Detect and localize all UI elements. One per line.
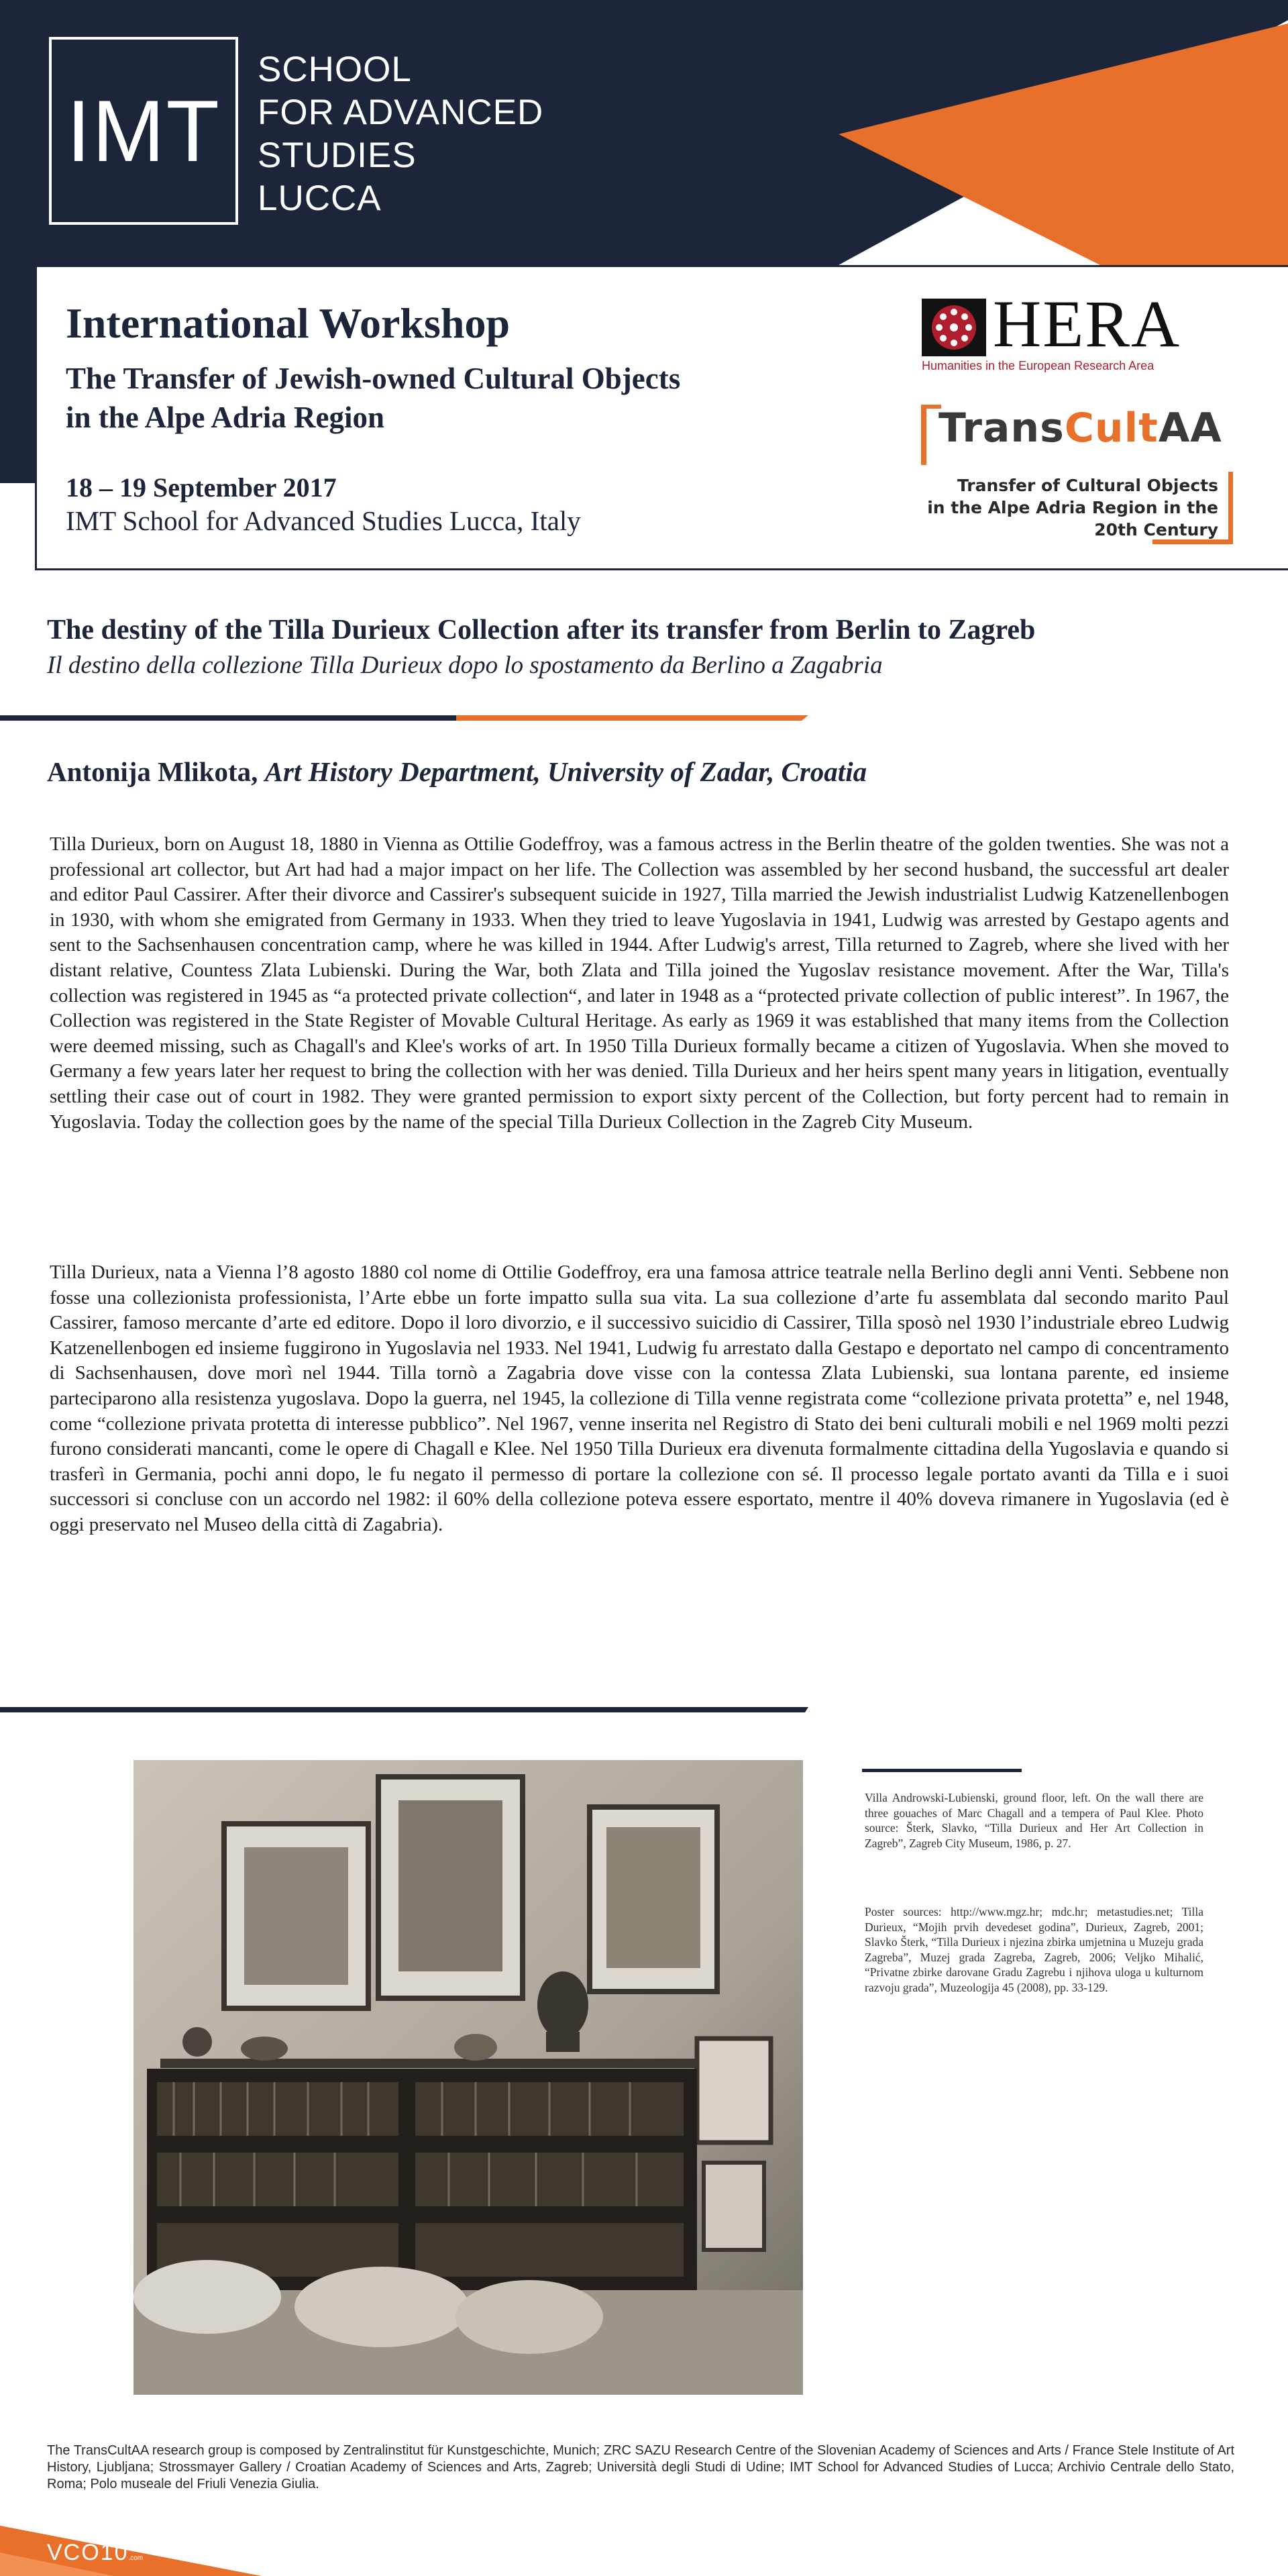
school-line: LUCCA	[258, 178, 382, 218]
footer-text: The TransCultAA research group is composed by Zentralinstitut für Kunstgeschichte, Munich; ZRC SAZU Research Centre of the Slovenian Academy of Sciences and Arts / France Stele Institute of Art History, Ljubljana; Strossmayer Gallery / Croatian Academy of Sciences and Arts, Zagreb; Università degli Studi di Udine; IMT School for Advanced Studies of Lucca; Archivio Centrale dello Stato, Roma; Polo museale del Friuli Venezia Giulia.	[47, 2443, 1234, 2491]
transcultaa-mid: Cult	[1064, 405, 1159, 452]
author-line	[47, 756, 867, 788]
hera-emblem-icon	[922, 299, 986, 356]
hera-tagline: Humanities in the European Research Area	[922, 359, 1155, 372]
historical-photo	[133, 1760, 803, 2395]
imt-logo	[49, 37, 238, 225]
corner-watermark	[47, 2540, 143, 2566]
workshop-subtitle-line: The Transfer of Jewish-owned Cultural Objects	[66, 362, 681, 395]
corner-watermark-text: VCO10	[47, 2540, 129, 2565]
school-line: STUDIES	[258, 136, 417, 175]
imt-logo-text: IMT	[66, 82, 221, 180]
transcultaa-description	[927, 474, 1218, 541]
workshop-subtitle-line: in the Alpe Adria Region	[66, 401, 385, 434]
title-english: The destiny of the Tilla Durieux Collection after its transfer from Berlin to Zagreb	[47, 615, 1036, 646]
author-affiliation: Art History Department, University of Zadar, Croatia	[264, 756, 867, 787]
transcultaa-logo	[921, 405, 1233, 542]
caption-rule	[862, 1769, 1022, 1772]
transcultaa-desc-line: in the Alpe Adria Region in the	[927, 498, 1218, 517]
hera-logo	[922, 287, 1237, 372]
section-divider	[0, 1705, 818, 1714]
school-line: SCHOOL	[258, 50, 412, 89]
photo-caption: Villa Androwski-Lubienski, ground floor, left. On the wall there are three gouaches of Marc Chagall and a tempera of Paul Klee. Photo source: Šterk, Slavko, “Tilla Durieux and Her Art Collection in Zagreb”, Zagreb City Museum, 1986, p. 27.	[865, 1791, 1203, 1850]
transcultaa-wordmark	[938, 405, 1222, 452]
hera-wordmark: HERA	[993, 287, 1181, 361]
abstract-italian: Tilla Durieux, nata a Vienna l’8 agosto 1880 col nome di Ottilie Godeffroy, era una famosa attrice teatrale nella Berlino degli anni Venti. Sebbene non fosse una collezionista professionista, l’Arte ebbe un forte impatto sulla sua vita. La sua collezione d’arte fu assemblata dal secondo marito Paul Cassirer, famoso mercante d’arte ed editore. Dopo il loro divorzio, e il successivo suicidio di Cassirer, Tilla sposò nel 1930 l’industriale ebreo Ludwig Katzenellenbogen ed insieme fuggirono in Yugoslavia nel 1933. Nel 1941, Ludwig fu arrestato dalla Gestapo e deportato nel campo di concentramento di Sachsenhausen, dove morì nel 1944. Tilla tornò a Zagabria dove visse con la contessa Zlata Lubienski, sua lontana parente, ed insieme parteciparono alla resistenza yugoslava. Dopo la guerra, nel 1945, la collezione di Tilla venne registrata come “collezione privata protetta” e, nel 1948, come “collezione privata protetta di interesse pubblico”. Nel 1967, venne inserita nel Registro di Stato dei beni culturali mobili e nel 1969 molti pezzi furono considerati mancanti, come le opere di Chagall e Klee. Nel 1950 Tilla Durieux era divenuta formalmente cittadina della Yugoslavia e quando si trasferì in Germania, pochi anni dopo, le fu negato il permesso di portare la collezione con sé. Il processo legale portato avanti da Tilla e i suoi successori si concluse con un accordo nel 1982: il 60% della collezione poteva essere esportato, mentre il 40% doveva rimanere in Yugoslavia (ed è oggi preservato nel Museo della città di Zagabria).	[50, 1261, 1229, 1535]
workshop-title: International Workshop	[66, 299, 511, 347]
workshop-subtitle	[66, 359, 680, 437]
workshop-dates: 18 – 19 September 2017	[66, 472, 337, 503]
title-italian: Il destino della collezione Tilla Durieux dopo lo spostamento da Berlino a Zagabria	[47, 652, 883, 679]
poster-sources: Poster sources: http://www.mgz.hr; mdc.hr; metastudies.net; Tilla Durieux, “Mojih prvih devedeset godina”, Durieux, Zagreb, 2001; Slavko Šterk, “Tilla Durieux i njezina zbirka umjetnina u Muzeju grada Zagreba”, Muzej grada Zagreba, Zagreb, 2006; Veljko Mihalić, “Privatne zbirke darovane Gradu Zagrebu i njihova uloga u kulturnom razvoju grada”, Muzeologija 45 (2008), pp. 33-129.	[865, 1905, 1203, 1994]
transcultaa-desc-line: Transfer of Cultural Objects	[957, 476, 1218, 495]
school-line: FOR ADVANCED	[258, 93, 544, 132]
author-name: Antonija Mlikota,	[47, 756, 258, 787]
corner-watermark-suffix: .com	[128, 2555, 144, 2562]
transcultaa-prefix: Trans	[938, 405, 1065, 452]
workshop-place: IMT School for Advanced Studies Lucca, Italy	[66, 505, 581, 536]
transcultaa-desc-line: 20th Century	[1094, 520, 1218, 539]
school-name	[258, 48, 543, 220]
title-divider	[0, 713, 812, 723]
abstract-english: Tilla Durieux, born on August 18, 1880 in Vienna as Ottilie Godeffroy, was a famous actress in the Berlin theatre of the golden twenties. She was not a professional art collector, but Art had had a major impact on her life. The Collection was assembled by her second husband, the successful art dealer and editor Paul Cassirer. After their divorce and Cassirer's subsequent suicide in 1927, Tilla married the Jewish industrialist Ludwig Katzenellenbogen in 1930, with whom she emigrated from Germany in 1933. When they tried to leave Yugoslavia in 1941, Ludwig was arrested by Gestapo agents and sent to the Sachsenhausen concentration camp, where he was killed in 1944. After Ludwig's arrest, Tilla returned to Zagreb, where she lived with her distant relative, Countess Zlata Lubienski. During the War, both Zlata and Tilla joined the Yugoslav resistance movement. After the War, Tilla's collection was registered in 1945 as “a protected private collection“, and later in 1948 as a “protected private collection of public interest”. In 1967, the Collection was registered in the State Register of Movable Cultural Heritage. As early as 1969 it was established that many items from the Collection were deemed missing, such as Chagall's and Klee's works of art. In 1950 Tilla Durieux formally became a citizen of Yugoslavia. When she moved to Germany a few years later her request to bring the collection with her was denied. Tilla Durieux and her heirs spent many years in litigation, eventually settling their case out of court in 1982. They were granted permission to export sixty percent of the Collection, but forty percent had to remain in Yugoslavia. Today the collection goes by the name of the special Tilla Durieux Collection in the Zagreb City Museum.	[50, 833, 1229, 1133]
transcultaa-suffix: AA	[1158, 405, 1222, 452]
footer-band	[0, 2512, 1288, 2576]
